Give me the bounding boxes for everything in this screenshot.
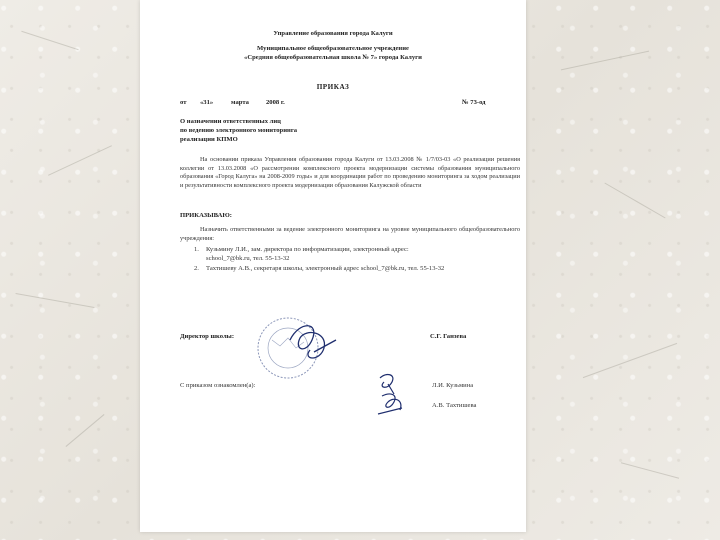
paper-fiber xyxy=(583,343,677,378)
director-label: Директор школы: xyxy=(180,333,235,340)
paper-fiber xyxy=(621,462,679,478)
document-page xyxy=(140,0,526,532)
seal-stamp xyxy=(240,310,350,385)
acknowledged-name: А.В. Тахтишева xyxy=(432,402,477,409)
date-year: 2008 г. xyxy=(266,99,285,106)
item-text: Кузьмину Л.И., зам. директора по информатизации, электронный адрес: xyxy=(206,246,409,253)
paper-fiber xyxy=(604,183,665,219)
item-text: Тахтишеву А.В., секретаря школы, электронный адрес school_7@bk.ru, тел. 55-13-32 xyxy=(206,265,445,272)
item-text: school_7@bk.ru, тел. 55-13-32 xyxy=(206,255,290,262)
order-title: ПРИКАЗ xyxy=(316,83,350,91)
paper-fiber xyxy=(561,51,649,71)
order-number: № 73-од xyxy=(462,99,486,106)
handwritten-signature xyxy=(368,368,418,423)
date-month: марта xyxy=(231,99,249,106)
paper-fiber xyxy=(21,31,78,50)
paper-fiber xyxy=(48,145,112,175)
subject-line: по ведению электронного мониторинга xyxy=(180,127,298,134)
acknowledged-name: Л.И. Кузьмина xyxy=(432,382,474,389)
order-intro: Назначить ответственными за ведение электронного мониторинга на уровне муниципального общеобразовательного учреждения: xyxy=(180,226,520,242)
institution-name: «Средняя общеобразовательная школа № 7» города Калуги xyxy=(244,54,422,61)
acknowledgement-label: С приказом ознакомлен(а): xyxy=(180,382,256,389)
order-basis: На основании приказа Управления образования города Калуги от 13.03.2008 № 1/7/03-03 «О реализации решения коллегии от 13.03.2008 «О рассмотрении комплексного проекта модернизации системы образования муниципального образования «Город Калуга» на 2008-2009 годы» и для координации работ по проведению мониторинга за ходом реализации и результативности комплексного проекта модернизации образования Калужской области xyxy=(180,156,520,189)
institution-type: Муниципальное общеобразовательное учреждение xyxy=(257,45,409,52)
item-number: 1. xyxy=(194,246,199,253)
item-number: 2. xyxy=(194,265,199,272)
paper-fiber xyxy=(16,293,95,308)
subject-line: О назначении ответственных лиц xyxy=(180,118,281,125)
date-day: «31» xyxy=(200,99,214,106)
paper-fiber xyxy=(66,414,105,447)
order-command: ПРИКАЗЫВАЮ: xyxy=(180,212,232,219)
authority-name: Управление образования города Калуги xyxy=(273,30,393,37)
date-prefix: от xyxy=(180,99,187,106)
subject-line: реализации КПМО xyxy=(180,136,238,143)
director-name: С.Г. Ганзева xyxy=(430,333,467,340)
